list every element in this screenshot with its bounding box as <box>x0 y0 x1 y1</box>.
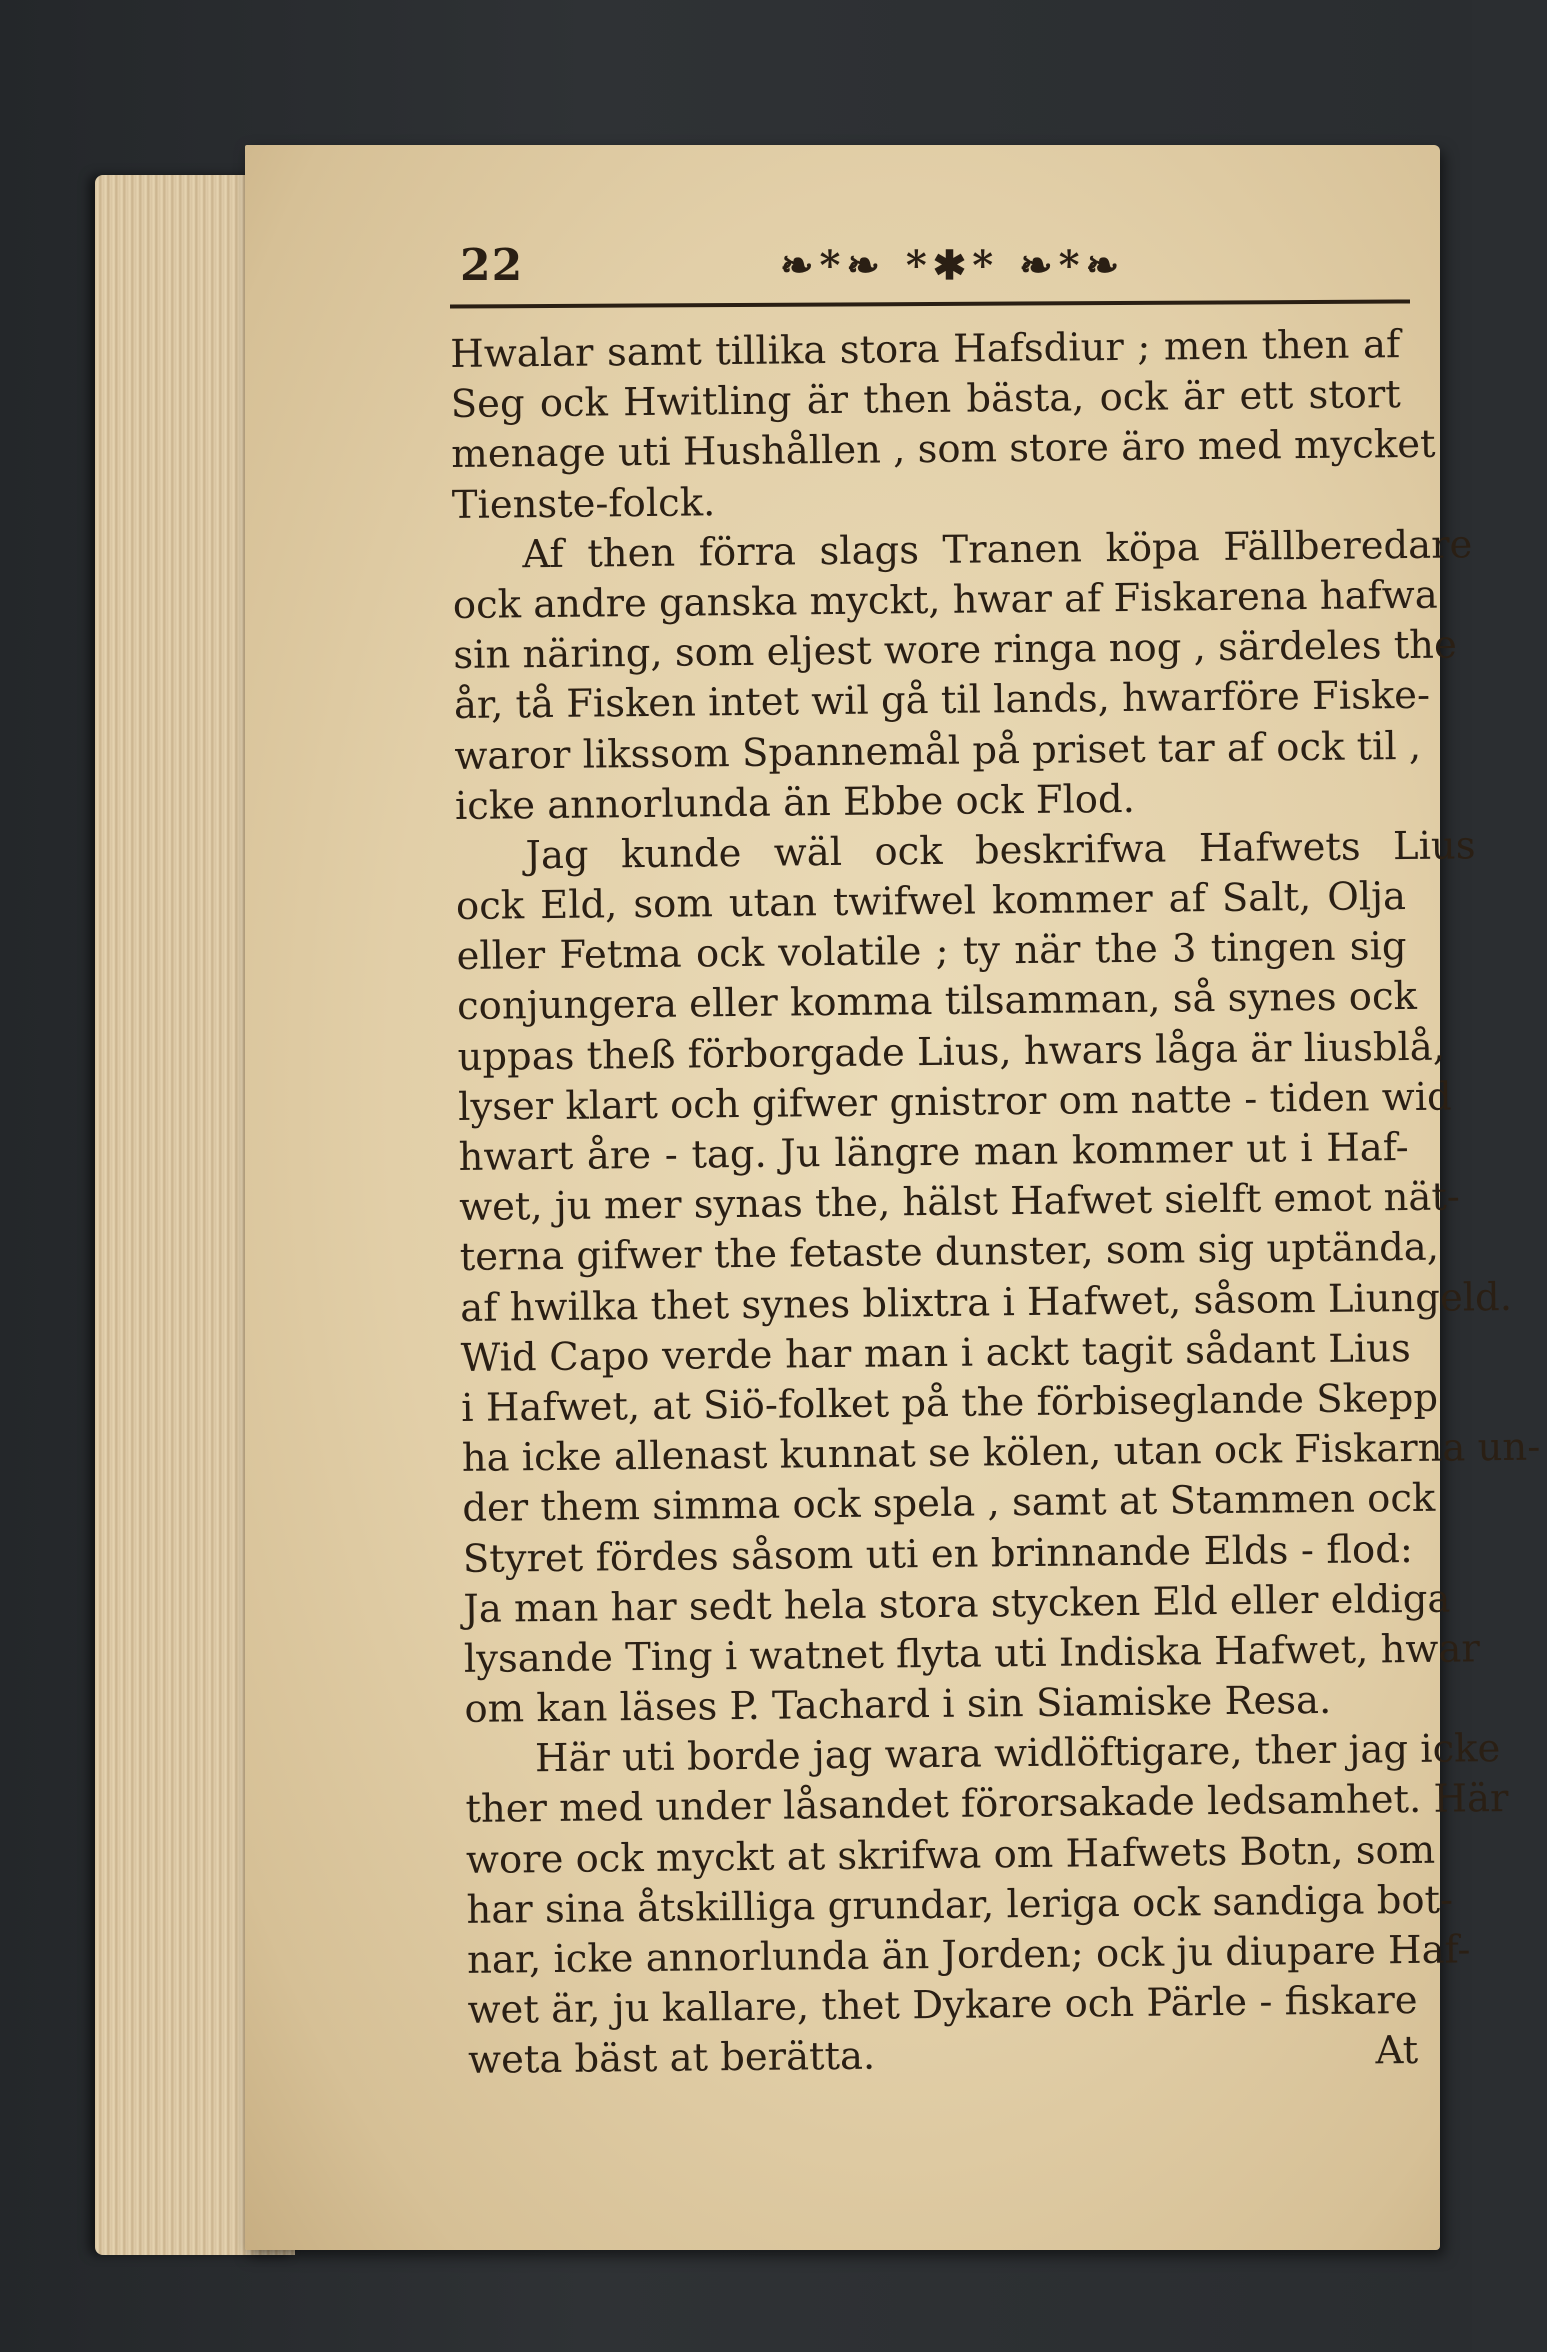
header-ornament: ❧*❧ *✱* ❧*❧ <box>780 242 1126 289</box>
text-line: eller Fetma ock volatile ; ty när the 3 tingen sig <box>456 924 1407 980</box>
text-line: ha icke allenast kunnat se kölen, utan ock Fiskarna un- <box>461 1424 1541 1482</box>
text-line: Seg ock Hwitling är then bästa, ock är ett stort <box>450 372 1401 428</box>
page-number: 22 <box>460 240 524 291</box>
text-line: menage uti Hushållen , som store äro med mycket <box>451 422 1436 478</box>
text-line: om kan läses P. Tachard i sin Siamiske Resa. <box>464 1677 1332 1732</box>
text-line: Af then förra slags Tranen köpa Fällberedare <box>522 522 1473 578</box>
text-line: nar, icke annorlunda än Jorden; ock ju diupare Haf- <box>466 1927 1471 1983</box>
text-line: lyser klart och gifwer gnistror om natte - tiden wid <box>457 1074 1452 1130</box>
text-line: wore ock myckt at skrifwa om Hafwets Botn, som <box>465 1827 1436 1883</box>
text-line: Styret fördes såsom uti en brinnande Elds - flod: <box>462 1526 1414 1582</box>
text-line: sin näring, som eljest wore ringa nog , särdeles the <box>453 622 1457 679</box>
final-line <box>468 2026 1418 2086</box>
body-text <box>450 320 1541 2087</box>
text-line: conjungera eller komma tilsamman, så synes ock <box>456 974 1418 1030</box>
text-line: hwart åre - tag. Ju längre man kommer ut i Haf- <box>458 1125 1409 1180</box>
catchword: At <box>1375 2028 1419 2074</box>
text-line: af hwilka thet synes blixtra i Hafwet, såsom Liungeld. <box>460 1274 1513 1331</box>
text-line: Ja man har sedt hela stora stycken Eld eller eldiga <box>463 1576 1451 1632</box>
text-line: lysande Ting i watnet flyta uti Indiska Hafwet, hwar <box>463 1626 1480 1682</box>
text-line: Jag kunde wäl ock beskrifwa Hafwets Lius <box>525 823 1476 879</box>
text-line: icke annorlunda än Ebbe ock Flod. <box>454 776 1136 829</box>
book-page <box>245 145 1541 2250</box>
text-line: Tienste-folck. <box>451 479 716 528</box>
text-line: wet, ju mer synas the, hälst Hafwet sielft emot nät- <box>458 1174 1461 1231</box>
text-line: Hwalar samt tillika stora Hafsdiur ; men then af <box>450 322 1401 377</box>
header-rule <box>450 299 1410 308</box>
page-content <box>450 240 1541 2087</box>
text-line: der them simma ock spela , samt at Stammen ock <box>462 1476 1436 1532</box>
text-line: ock andre ganska myckt, hwar af Fiskarena hafwa <box>452 572 1438 628</box>
text-line: uppas theß förborgade Lius, hwars låga är liusblå, <box>457 1024 1446 1080</box>
text-line: Wid Capo verde har man i ackt tagit sådant Lius <box>460 1325 1411 1381</box>
text-line: waror likssom Spannemål på priset tar af ock til , <box>454 723 1422 779</box>
text-line: ther med under låsandet förorsakade ledsamhet. Här <box>465 1776 1509 1833</box>
text-line: år, tå Fisken intet wil gå til lands, hwarföre Fiske- <box>453 673 1431 729</box>
text-line: i Hafwet, at Siö-folket på the förbiseglande Skepp <box>461 1375 1439 1431</box>
page-header <box>450 240 1420 312</box>
text-line: ock Eld, som utan twifwel kommer af Salt, Olja <box>455 874 1407 930</box>
text-line: terna gifwer the fetaste dunster, som sig uptända, <box>459 1225 1440 1281</box>
text-line: Här uti borde jag wara widlöftigare, ther jag icke <box>534 1726 1501 1782</box>
text-line: har sina åtskilliga grundar, leriga ock sandiga bot- <box>466 1877 1454 1933</box>
text-line: weta bäst at berätta. <box>467 2034 876 2084</box>
text-line: wet är, ju kallare, thet Dykare och Pärle - fiskare <box>467 1978 1418 2034</box>
